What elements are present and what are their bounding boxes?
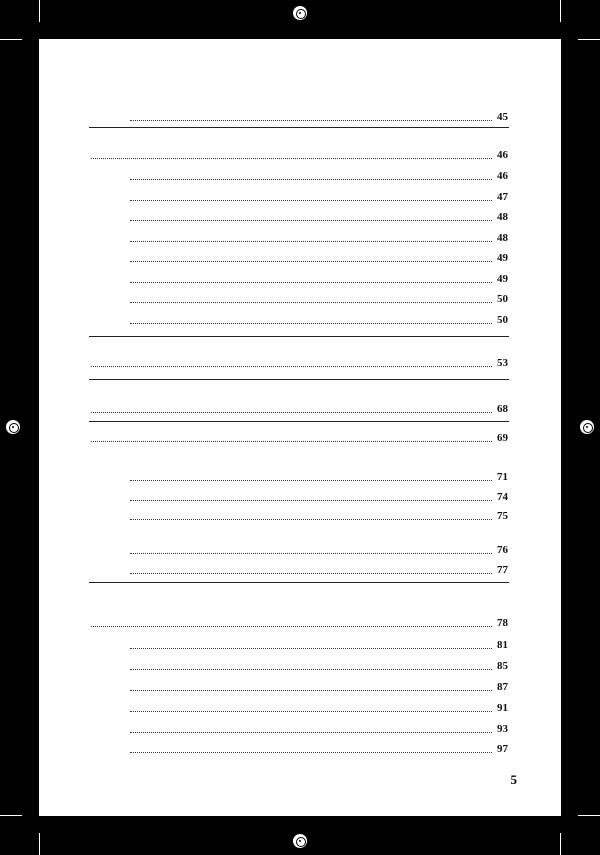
toc-page-number: 69 <box>497 432 508 444</box>
toc-page-number: 81 <box>497 639 508 651</box>
dot-leader <box>130 261 492 262</box>
toc-page-number: 48 <box>497 211 508 223</box>
dot-leader <box>91 626 492 627</box>
toc-section-entry[interactable] <box>89 617 508 630</box>
crop-mark <box>578 39 600 40</box>
toc-page-number: 46 <box>497 170 508 182</box>
toc-page-number: 93 <box>497 723 508 735</box>
toc-entry[interactable] <box>128 510 508 523</box>
section-separator <box>89 582 509 583</box>
dot-leader <box>130 282 492 283</box>
dot-leader <box>130 648 492 649</box>
toc-page-number: 50 <box>497 314 508 326</box>
toc-page-number: 49 <box>497 252 508 264</box>
toc-page-number: 85 <box>497 660 508 672</box>
toc-section-entry[interactable] <box>89 432 508 445</box>
toc-page-number: 97 <box>497 743 508 755</box>
table-of-contents <box>39 39 561 816</box>
toc-entry[interactable] <box>128 232 508 245</box>
registration-mark-right <box>578 418 596 436</box>
toc-section-entry[interactable] <box>89 149 508 162</box>
registration-mark-top <box>291 4 309 22</box>
toc-entry[interactable] <box>128 702 508 715</box>
toc-page-number: 68 <box>497 403 508 415</box>
dot-leader <box>91 441 492 442</box>
toc-entry[interactable] <box>128 660 508 673</box>
toc-page-number: 76 <box>497 544 508 556</box>
toc-entry[interactable] <box>128 211 508 224</box>
toc-entry[interactable] <box>128 273 508 286</box>
toc-page-number: 50 <box>497 293 508 305</box>
toc-entry[interactable] <box>128 170 508 183</box>
toc-entry[interactable] <box>128 314 508 327</box>
dot-leader <box>130 573 492 574</box>
dot-leader <box>130 732 492 733</box>
toc-page-number: 53 <box>497 357 508 369</box>
dot-leader <box>130 752 492 753</box>
toc-page-number: 47 <box>497 191 508 203</box>
dot-leader <box>130 519 492 520</box>
dot-leader <box>130 553 492 554</box>
dot-leader <box>130 200 492 201</box>
toc-page-number: 75 <box>497 510 508 522</box>
toc-entry[interactable] <box>128 252 508 265</box>
toc-entry[interactable] <box>128 191 508 204</box>
dot-leader <box>130 220 492 221</box>
dot-leader <box>91 412 492 413</box>
toc-entry[interactable] <box>128 111 508 124</box>
dot-leader <box>91 158 492 159</box>
document-page <box>39 39 561 816</box>
crop-mark <box>39 0 40 22</box>
section-separator <box>89 421 509 422</box>
printer-slug <box>42 834 558 846</box>
toc-page-number: 48 <box>497 232 508 244</box>
toc-entry[interactable] <box>128 639 508 652</box>
crop-mark <box>560 833 561 855</box>
toc-page-number: 91 <box>497 702 508 714</box>
toc-page-number: 49 <box>497 273 508 285</box>
toc-page-number: 87 <box>497 681 508 693</box>
toc-page-number: 74 <box>497 491 508 503</box>
toc-entry[interactable] <box>128 564 508 577</box>
dot-leader <box>130 690 492 691</box>
toc-entry[interactable] <box>128 471 508 484</box>
crop-mark <box>0 39 22 40</box>
toc-page-number: 78 <box>497 617 508 629</box>
toc-entry[interactable] <box>128 293 508 306</box>
section-separator <box>89 379 509 380</box>
toc-page-number: 71 <box>497 471 508 483</box>
toc-entry[interactable] <box>128 491 508 504</box>
dot-leader <box>130 480 492 481</box>
crop-mark <box>578 815 600 816</box>
dot-leader <box>130 241 492 242</box>
dot-leader <box>130 302 492 303</box>
section-separator <box>89 127 509 128</box>
dot-leader <box>130 179 492 180</box>
toc-section-entry[interactable] <box>89 403 508 416</box>
toc-page-number: 45 <box>497 111 508 123</box>
toc-entry[interactable] <box>128 681 508 694</box>
registration-mark-left <box>4 418 22 436</box>
dot-leader <box>130 669 492 670</box>
crop-mark <box>0 815 22 816</box>
toc-page-number: 77 <box>497 564 508 576</box>
crop-mark <box>39 833 40 855</box>
toc-section-entry[interactable] <box>89 357 508 370</box>
toc-entry[interactable] <box>128 544 508 557</box>
dot-leader <box>130 120 492 121</box>
dot-leader <box>91 366 492 367</box>
toc-entry[interactable] <box>128 723 508 736</box>
toc-page-number: 46 <box>497 149 508 161</box>
toc-entry[interactable] <box>128 743 508 756</box>
section-separator <box>89 336 509 337</box>
dot-leader <box>130 711 492 712</box>
crop-mark <box>560 0 561 22</box>
page-number: 5 <box>510 772 517 787</box>
dot-leader <box>130 323 492 324</box>
dot-leader <box>130 500 492 501</box>
